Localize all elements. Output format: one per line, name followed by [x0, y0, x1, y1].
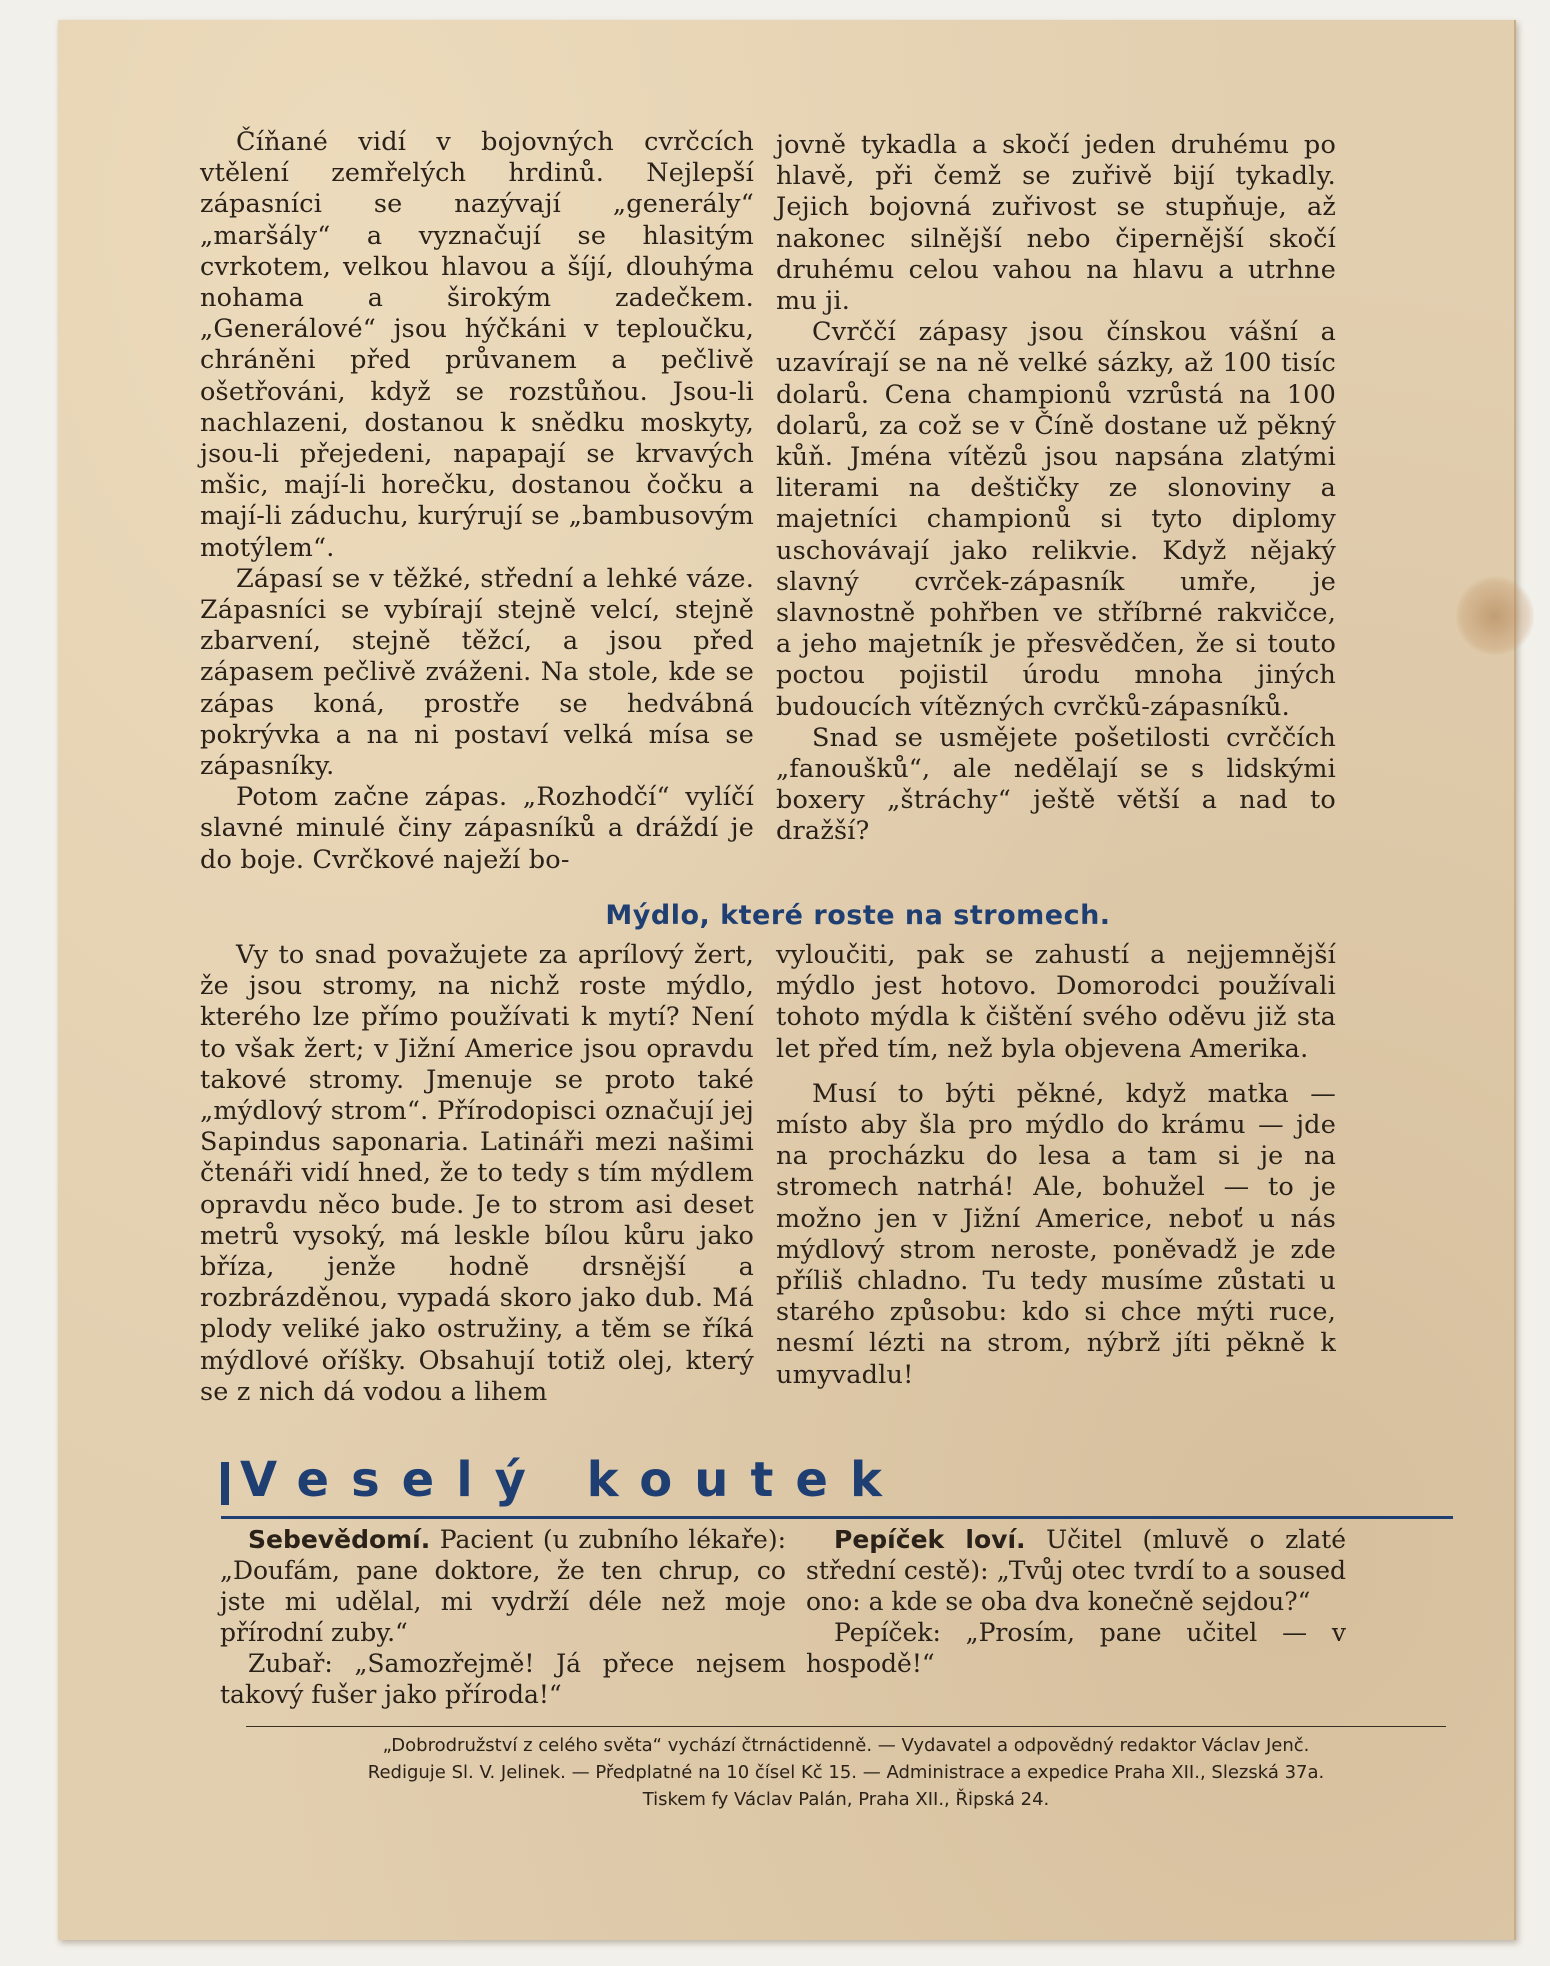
article1-column2 [776, 130, 1336, 848]
paragraph: Musí to býti pěkné, když matka — místo aby šla pro mýdlo do krámu — jde na procházku do lesa a tam si je na stromech natrhá! Ale, bohužel — to je možno jen v Jižní Americe, neboť u nás mýdlový strom neroste, poněvadž je zde příliš chladno. Tu tedy musíme zůstati u starého způsobu: kdo si chce mýti ruce, nesmí lézti na strom, nýbrž jíti pěkně k umyvadlu! [776, 1078, 1336, 1390]
corner-title: Veselý koutek [240, 1452, 904, 1508]
footer-rule [246, 1726, 1446, 1727]
joke-text: Učitel (mluvě o zlaté střední cestě): „Tvůj otec tvrdí to a soused ono: a kde se oba dva konečně sejdou?“ [806, 1525, 1346, 1616]
paragraph: Číňané vidí v bojovných cvrčcích vtělení zemřelých hrdinů. Nejlepší zápasníci se nazývají „generály“ „maršály“ a vyznačují se hlasitým cvrkotem, velkou hlavou a šíjí, dlouhýma nohama a širokým zadečkem. „Generálové“ jsou hýčkáni v teploučku, chráněni před průvanem a pečlivě ošetřováni, když se rozstůňou. Jsou-li nachlazeni, dostanou k snědku moskyty, jsou-li přejedeni, napapají se krvavých mšic, mají-li horečku, dostanou čočku a mají-li záduchu, kurýrují se „bambusovým motýlem“. [200, 127, 754, 563]
joke-text: Pacient (u zubního lékaře): „Doufám, pane doktore, že ten chrup, co jste mi udělal, mi vydrží déle než moje přírodní zuby.“ [220, 1525, 786, 1647]
paragraph: Snad se usmějete pošetilosti cvrččích „fanoušků“, ale nedělají se s lidskými boxery „štráchy“ ještě větší a nad to dražší? [776, 722, 1336, 847]
joke-reply: Pepíček: „Prosím, pane učitel — v hospodě!“ [806, 1618, 1346, 1678]
footer-line: „Dobrodružství z celého světa“ vychází čtrnáctidenně. — Vydavatel a odpovědný redaktor Václav Jenč. [382, 1735, 1310, 1756]
corner-rule [221, 1516, 1453, 1519]
paragraph: vyloučiti, pak se zahustí a nejjemnější mýdlo jest hotovo. Domorodci používali tohoto mýdla k čištění svého oděvu již sta let před tím, než byla objevena Amerika. [776, 940, 1336, 1064]
joke-reply: Zubař: „Samozřejmě! Já přece nejsem takový fušer jako příroda!“ [220, 1649, 786, 1709]
page [58, 20, 1516, 1940]
paragraph: Potom začne zápas. „Rozhodčí“ vylíčí slavné minulé činy zápasníků a dráždí je do boje. Cvrčkové naježí bo- [200, 782, 754, 875]
joke-2 [806, 1524, 1346, 1679]
paragraph: Zápasí se v těžké, střední a lehké váze. Zápasníci se vybírají stejně velcí, stejně zbarvení, stejně těžcí, a jsou před zápasem pečlivě zváženi. Na stole, kde se zápas koná, prostře se hedvábná pokrývka a na ni postaví velká mísa se zápasníky. [200, 563, 754, 782]
footer-line: Tiskem fy Václav Palán, Praha XII., Řipská 24. [642, 1789, 1050, 1810]
corner-title-bar [221, 1462, 229, 1505]
joke-title: Pepíček loví. [834, 1525, 1026, 1554]
paragraph: Cvrččí zápasy jsou čínskou vášní a uzavírají se na ně velké sázky, až 100 tisíc dolarů. Cena championů vzrůstá na 100 dolarů, za což se v Číně dostane už pěkný kůň. Jména vítězů jsou napsána zlatými literami na deštičky ze slonoviny a majetníci championů si tyto diplomy uschovávají jako relikvie. Když nějaký slavný cvrček-zápasník umře, je slavnostně pohřben ve stříbrné rakvičce, a jeho majetník je přesvědčen, že si touto poctou pojistil úrodu mnoha jiných budoucích vítězných cvrčků-zápasníků. [776, 317, 1336, 722]
footer-line: Rediguje Sl. V. Jelinek. — Předplatné na 10 čísel Kč 15. — Administrace a expedice Praha XII., Slezská 37a. [367, 1762, 1325, 1783]
paragraph: Vy to snad považujete za aprílový žert, že jsou stromy, na nichž roste mýdlo, kterého lze přímo používati k mytí? Není to však žert; v Jižní Americe jsou opravdu takové stromy. Jmenuje se proto také „mýdlový strom“. Přírodopisci označují jej Sapindus saponaria. Latináři mezi našimi čtenáři vidí hned, že to tedy s tím mýdlem opravdu něco bude. Je to strom asi deset metrů vysoký, má leskle bílou kůru jako bříza, jenže hodně drsnější a rozbrázděnou, vypadá skoro jako dub. Má plody veliké jako ostružiny, a těm se říká mýdlové oříšky. Obsahují totiž olej, který se z nich dá vodou a lihem [200, 940, 754, 1407]
article2-column1 [200, 940, 754, 1408]
footer [246, 1732, 1446, 1813]
article2-column2 [776, 940, 1336, 1391]
article2-title: Mýdlo, které roste na stromech. [605, 900, 1111, 931]
joke-title: Sebevědomí. [248, 1525, 431, 1554]
joke-1 [220, 1524, 786, 1710]
paper-stain [1456, 575, 1534, 657]
article1-column1 [200, 127, 754, 876]
paragraph: jovně tykadla a skočí jeden druhému po hlavě, při čemž se zuřivě bijí tykadly. Jejich bojovná zuřivost se stupňuje, až nakonec silnější nebo čipernější skočí druhému celou vahou na hlavu a utrhne mu ji. [776, 130, 1336, 317]
